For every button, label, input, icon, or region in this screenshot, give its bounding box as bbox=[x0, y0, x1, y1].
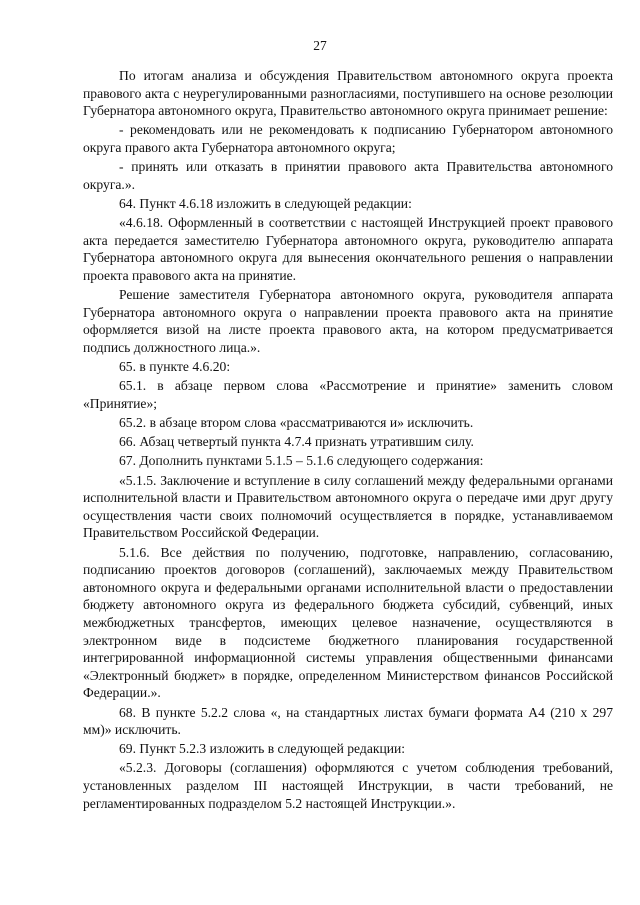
paragraph-recommend-option: - рекомендовать или не рекомендовать к подписанию Губернатором автономного округа правого акта Губернатора автономного округа; bbox=[83, 122, 613, 155]
paragraph-item-64: 64. Пункт 4.6.18 изложить в следующей редакции: bbox=[119, 195, 412, 211]
paragraph-item-69: 69. Пункт 5.2.3 изложить в следующей редакции: bbox=[119, 741, 406, 757]
paragraph-item-68: 68. В пункте 5.2.2 слова «, на стандартных листах бумаги формата А4 (210 х 297 мм)» исключить. bbox=[83, 704, 613, 738]
paragraph-clause-5-1-5: «5.1.5. Заключение и вступление в силу соглашений между федеральными органами исполнительной власти и Правительством автономного округа о передаче ими друг другу осуществления части своих полномочий осуществляется в порядке, устанавливаемом Правительством Российской Федерации. bbox=[83, 472, 613, 541]
paragraph-deputy-decision: Решение заместителя Губернатора автономного округа, руководителя аппарата Губернатора автономного округа о направлении проекта правового акта на принятие оформляется визой на листе проекта правового акта, на котором предусматривается подпись должностного лица.». bbox=[83, 287, 613, 355]
paragraph-clause-5-2-3: «5.2.3. Договоры (соглашения) оформляются с учетом соблюдения требований, установленных разделом III настоящей Инструкции, в части требований, не регламентированных подразделом 5.2 настоящей Инструкции.». bbox=[83, 760, 613, 811]
paragraph-clause-5-1-6: 5.1.6. Все действия по получению, подготовке, направлению, согласованию, подписанию проектов договоров (соглашений), заключаемых между Правительством автономного округа и федеральными органами исполнительной власти о предоставлении бюджету автономного округа из федерального бюджета субсидий, субвенций, иных межбюджетных трансфертов, имеющих целевое назначение, осуществляются в электронном виде в подсистеме бюджетного планирования государственной интегрированной информационной системы управления общественными финансами «Электронный бюджет» в порядке, определенном Министерством финансов Российской Федерации.». bbox=[83, 544, 613, 701]
document-body bbox=[83, 67, 613, 812]
page-number: 27 bbox=[313, 38, 327, 53]
paragraph-item-65-1: 65.1. в абзаце первом слова «Рассмотрение и принятие» заменить словом «Принятие»; bbox=[83, 378, 613, 411]
paragraph-item-65: 65. в пункте 4.6.20: bbox=[119, 359, 231, 375]
paragraph-clause-4-6-18: «4.6.18. Оформленный в соответствии с настоящей Инструкцией проект правового акта передается заместителю Губернатора автономного округа, руководителю аппарата Губернатора автономного округа для вынесения окончательного решения о направлении проекта правового акта на принятие. bbox=[83, 215, 613, 283]
paragraph-item-67: 67. Дополнить пунктами 5.1.5 – 5.1.6 следующего содержания: bbox=[119, 453, 484, 469]
paragraph-accept-option: - принять или отказать в принятии правового акта Правительства автономного округа.». bbox=[83, 159, 613, 192]
paragraph-item-66: 66. Абзац четвертый пункта 4.7.4 признать утратившим силу. bbox=[119, 434, 474, 450]
paragraph-decision-intro: По итогам анализа и обсуждения Правительством автономного округа проекта правового акта с неурегулированными разногласиями, поступившего на основе резолюции Губернатора автономного округа, Правительство автономного округа принимает решение: bbox=[83, 68, 613, 119]
paragraph-item-65-2: 65.2. в абзаце втором слова «рассматриваются и» исключить. bbox=[119, 415, 474, 431]
